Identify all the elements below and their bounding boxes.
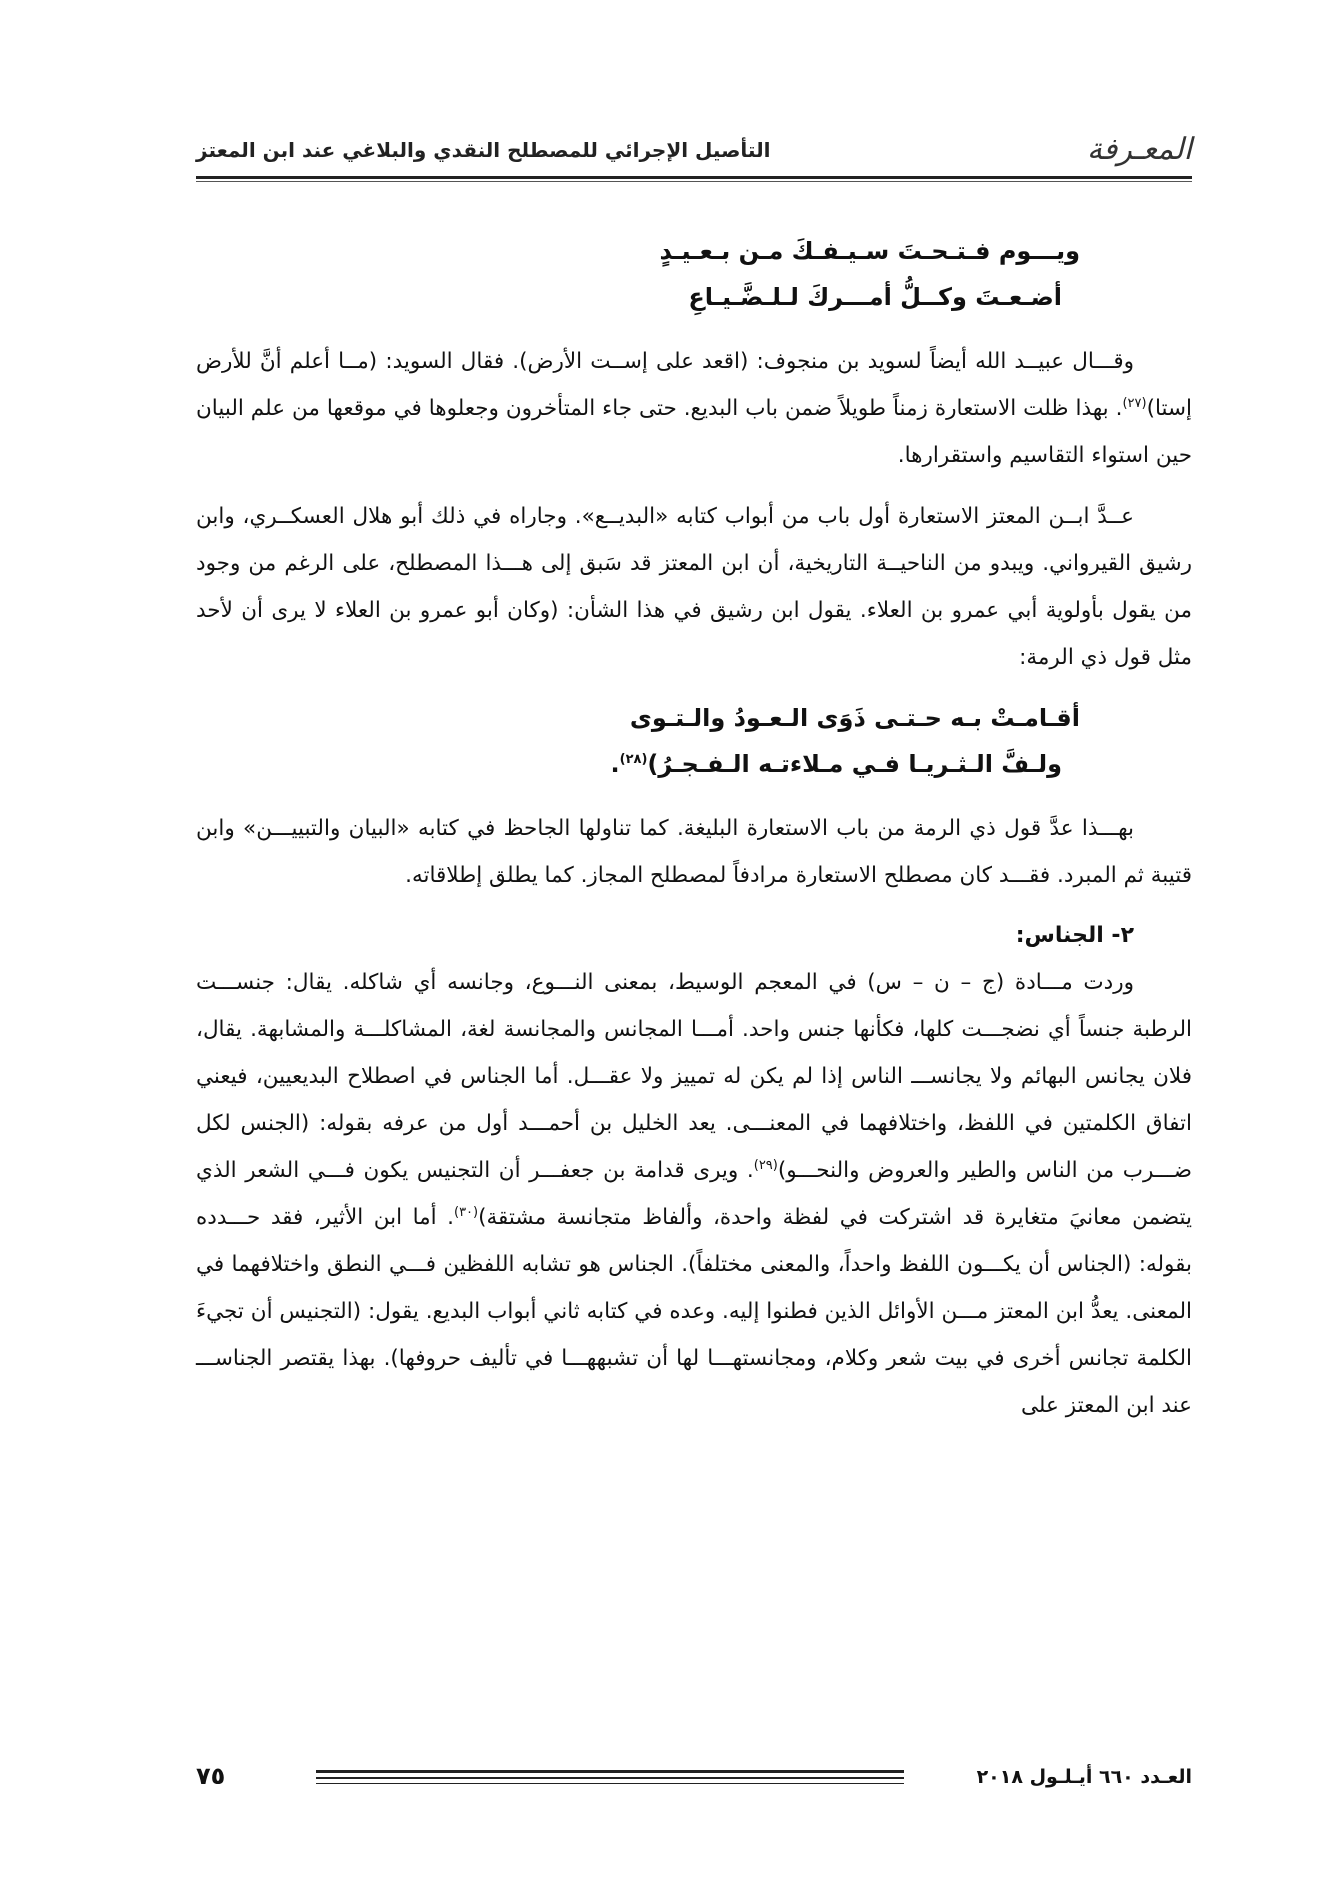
paragraph-text: . بهذا ظلت الاستعارة زمناً طويلاً ضمن باب البديع. حتى جاء المتأخرون وجعلوها في موقعها من علم البيان حين استواء التقاسيم واستقرارها. xyxy=(196,396,1192,468)
article-body xyxy=(196,228,1192,1443)
verse-text: ولـفَّ الـثـريـا فـي مـلاءتـه الـفـجـرُ) xyxy=(647,750,1062,778)
footnote-ref[interactable]: (٢٨) xyxy=(619,752,648,767)
paragraph-text: . ويرى قدامة بن جعفـــر أن التجنيس يكون فـــي الشعر الذي يتضمن معانيَ متغايرة قد اشتركت في لفظة واحدة، وألفاظ متجانسة مشتقة) xyxy=(196,1158,1192,1230)
verse-line: ويـــوم فـتـحـتَ سـيـفـكَ مـن بـعـيـدٍ xyxy=(659,237,1080,265)
verse-block xyxy=(196,228,1192,320)
page-footer xyxy=(196,1762,1192,1802)
paragraph-text: . أما ابن الأثير، فقد حـــدده بقوله: (الجناس أن يكـــون اللفظ واحداً، والمعنى مختلفاً). الجناس هو تشابه اللفظين فـــي النطق واختلافهما في المعنى. يعدُّ ابن المعتز مـــن الأوائل الذين فطنوا إليه. وعده في كتابه ثاني أبواب البديع. يقول: (التجنيس أن تجيءَ الكلمة تجانس أخرى في بيت شعر وكلام، ومجانستهـــا لها أن تشبههـــا في تأليف حروفها). بهذا يقتصر الجناســـ عند ابن المعتز على xyxy=(196,1205,1192,1418)
paragraph-text: عــدَّ ابــن المعتز الاستعارة أول باب من أبواب كتابه «البديــع». وجاراه في ذلك أبو هلال العسكــري، وابن رشيق القيرواني. ويبدو من الناحيــة التاريخية، أن ابن المعتز قد سَبق إلى هـــذا المصطلح، على الرغم من وجود من يقول بأولوية أبي عمرو بن العلاء. يقول ابن رشيق في هذا الشأن: (وكان أبو عمرو بن العلاء لا يرى أن لأحد مثل قول ذي الرمة: xyxy=(196,504,1192,670)
footnote-ref[interactable]: (٢٩) xyxy=(753,1157,778,1173)
journal-logo: المعـرفة xyxy=(1086,132,1192,167)
paragraph-text: وقـــال عبيــد الله أيضاً لسويد بن منجوف: (اقعد على إســت الأرض). فقال السويد: (مــا أعلم أنَّ للأرض إستا) xyxy=(196,349,1192,421)
section-heading: ٢- الجناس: xyxy=(1015,923,1134,948)
footnote-ref[interactable]: (٣٠) xyxy=(454,1204,479,1220)
running-title: التأصيل الإجرائي للمصطلح النقدي والبلاغي عند ابن المعتز xyxy=(196,138,771,162)
paragraph xyxy=(196,805,1192,899)
header-rule-thin xyxy=(196,181,1192,182)
verse-line xyxy=(196,741,1080,787)
footer-rule xyxy=(316,1777,904,1779)
footer-rule xyxy=(316,1783,904,1784)
verse-line: أضـعـتَ وكــلُّ أمـــركَ لـلـضَّـيـاعِ xyxy=(688,283,1062,311)
header-rule xyxy=(196,176,1192,179)
paragraph xyxy=(196,959,1192,1429)
page-number: ٧٥ xyxy=(196,1762,226,1790)
footnote-ref[interactable]: (٢٧) xyxy=(1122,395,1147,411)
paragraph xyxy=(196,338,1192,479)
issue-label: العـدد ٦٦٠ أيـلـول ٢٠١٨ xyxy=(976,1766,1192,1788)
verse-block xyxy=(196,695,1192,787)
running-header xyxy=(196,128,1192,172)
footer-rule xyxy=(316,1770,904,1773)
paragraph xyxy=(196,493,1192,681)
paragraph-text: بهـــذا عدَّ قول ذي الرمة من باب الاستعارة البليغة. كما تناولها الجاحظ في كتابه «البيان والتبييـــن» وابن قتيبة ثم المبرد. فقـــد كان مصطلح الاستعارة مرادفاً لمصطلح المجاز. كما يطلق إطلاقاته. xyxy=(196,816,1192,888)
paragraph-text: وردت مـــادة (ج – ن – س) في المعجم الوسيط، بمعنى النـــوع، وجانسه أي شاكله. يقال: جنســـت الرطبة جنساً أي نضجـــت كلها، فكأنها جنس واحد. أمـــا المجانس والمجانسة لغة، المشاكلـــة والمشابهة. يقال، فلان يجانس البهائم ولا يجانســـ الناس إذا لم يكن له تمييز ولا عقـــل. أما الجناس في اصطلاح البديعيين، فيعني اتفاق الكلمتين في اللفظ، واختلافهما في المعنـــى. يعد الخليل بن أحمـــد أول من عرفه بقوله: (الجنس لكل ضـــرب من الناس والطير والعروض والنحـــو) xyxy=(196,970,1192,1183)
verse-end: . xyxy=(610,750,620,778)
verse-line: أقـامـتْ بـه حـتـى ذَوَى الـعـودُ والـتـوى xyxy=(629,704,1080,732)
